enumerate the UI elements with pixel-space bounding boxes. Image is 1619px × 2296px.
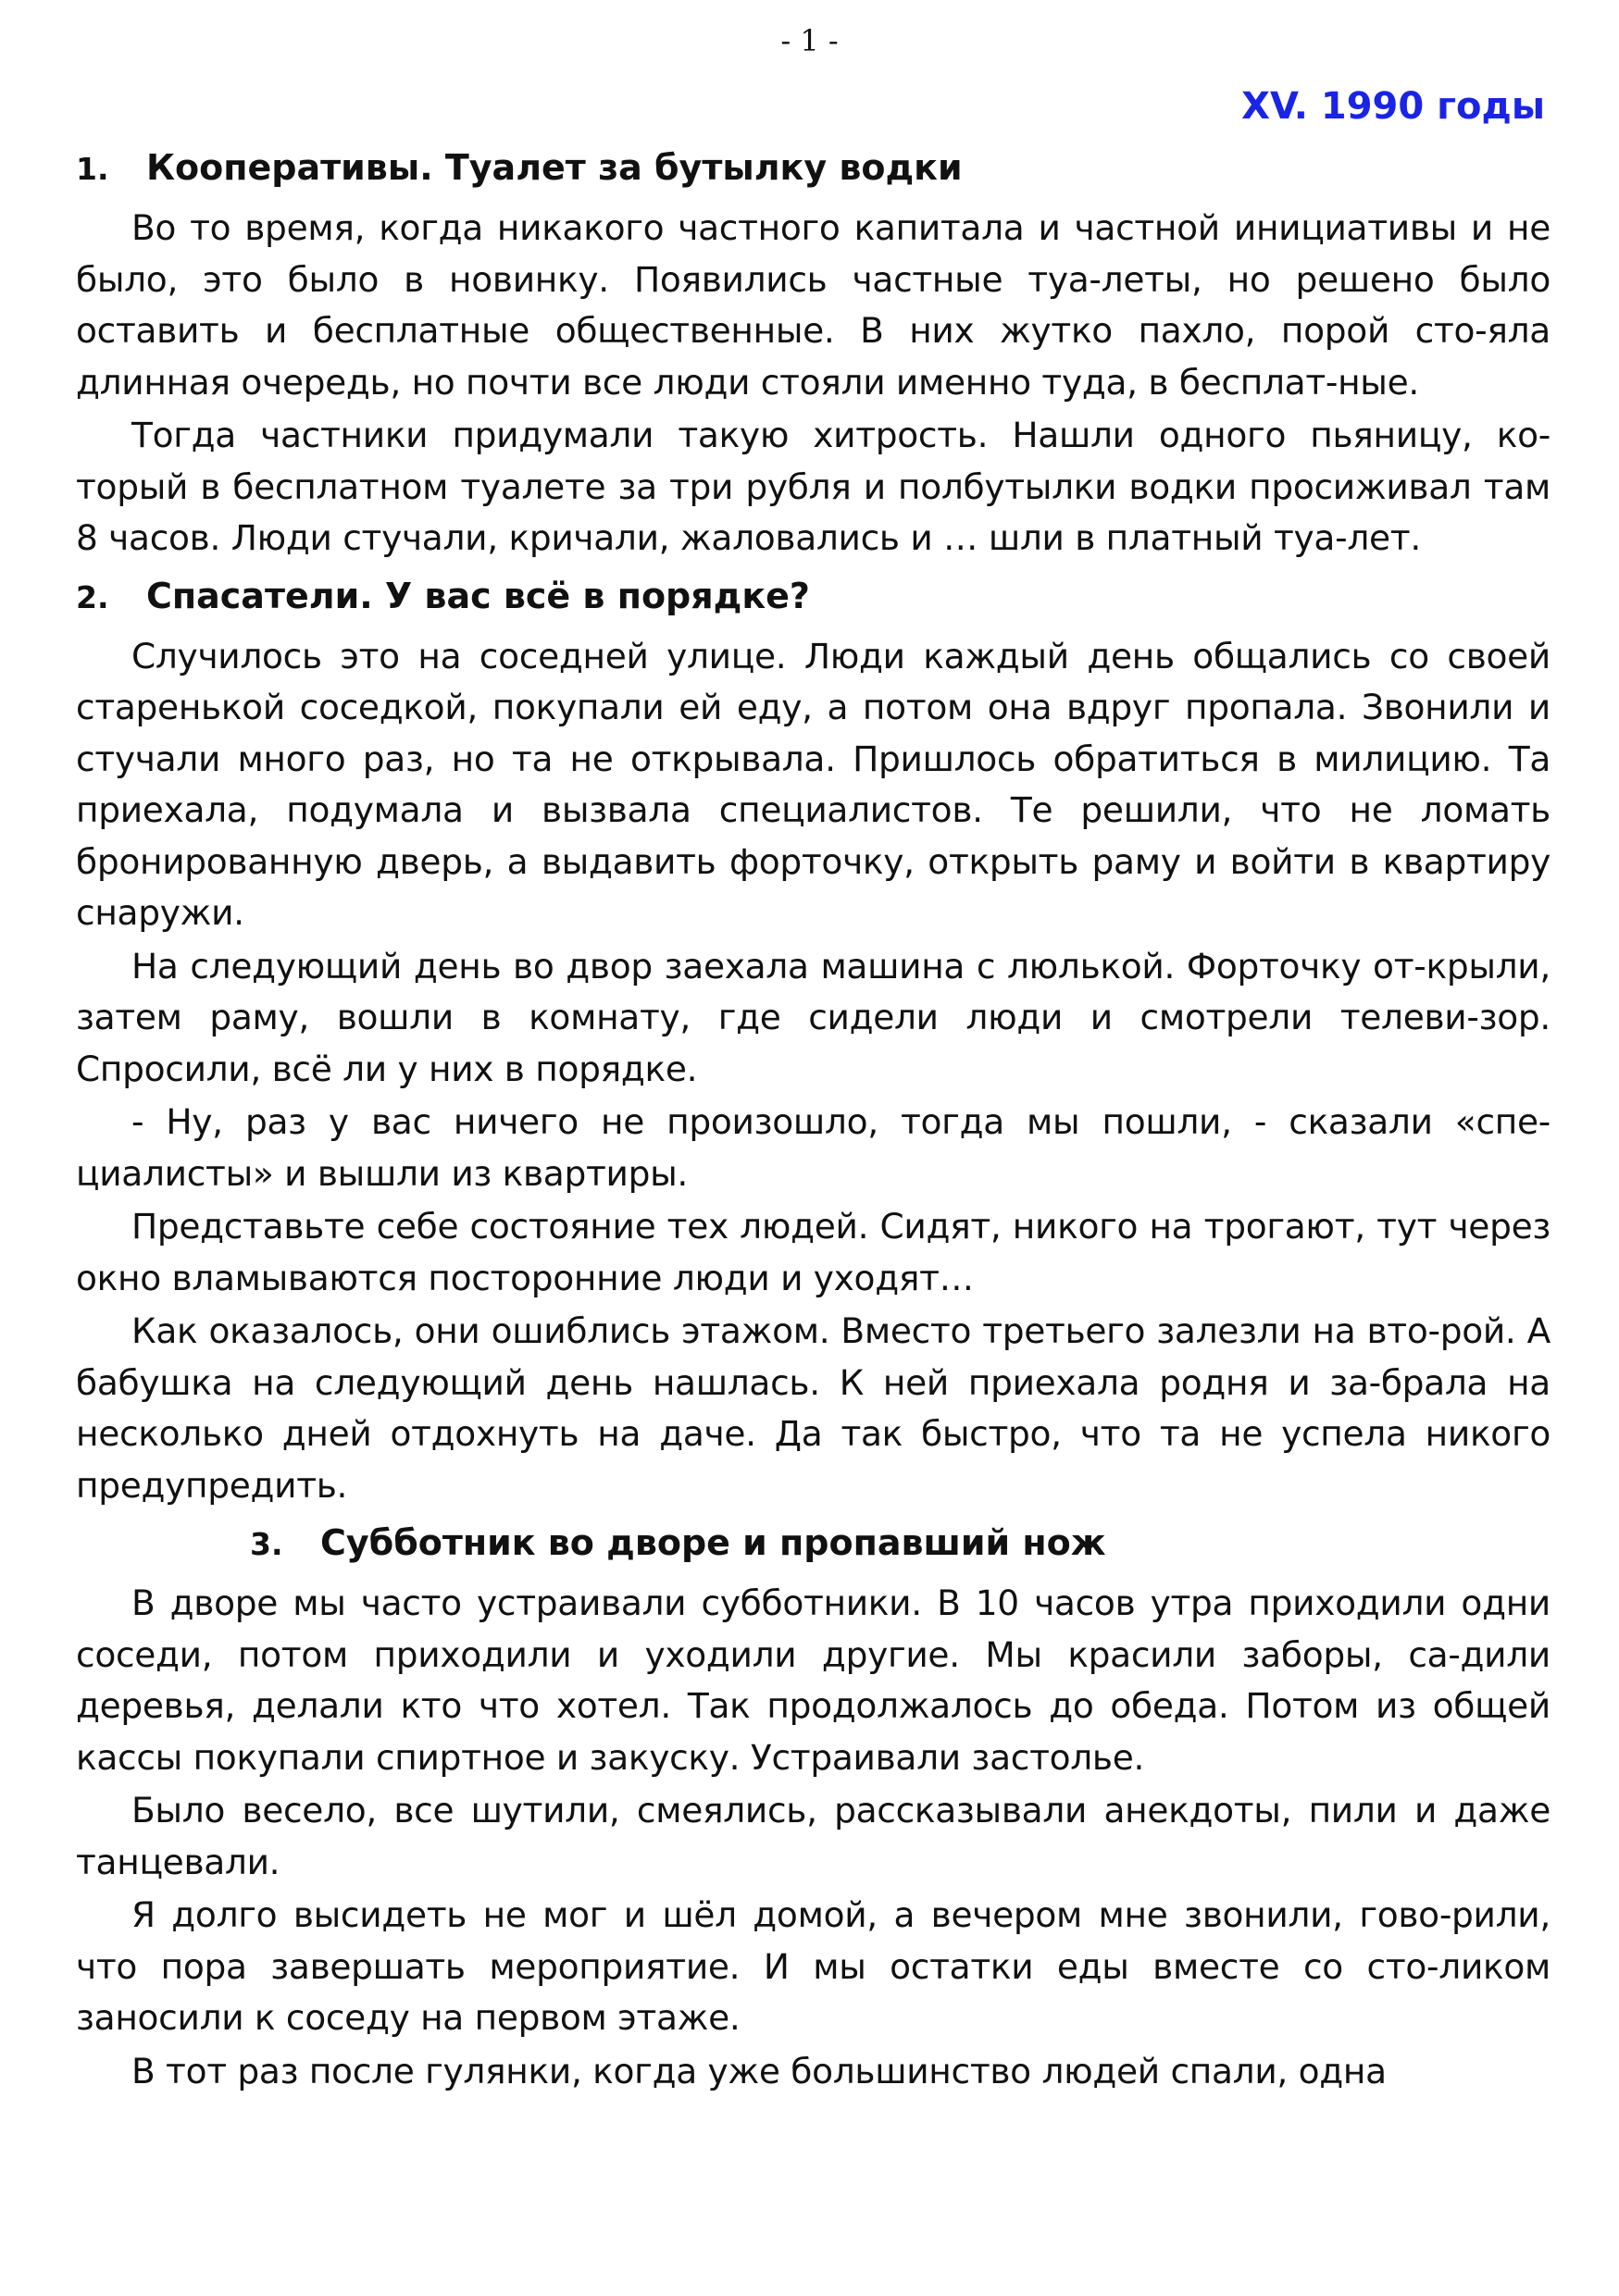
section-heading: [76, 1514, 1551, 1571]
section-number: 1.: [76, 151, 109, 187]
document-body: [76, 131, 1551, 2099]
paragraph: На следующий день во двор заехала машина с люлькой. Форточку от-крыли, затем раму, вошли в комнату, где сидели люди и смотрели телеви-зор. Спросили, всё ли у них в порядке.: [76, 945, 1551, 1089]
section-title: Кооперативы. Туалет за бутылку водки: [146, 147, 963, 188]
paragraph: Тогда частники придумали такую хитрость. Нашли одного пьяницу, ко-торый в бесплатном туалете за три рубля и полбутылки водки просиживал там 8 часов. Люди стучали, кричали, жаловались и … шли в платный туа-лет.: [76, 415, 1551, 558]
paragraph: В тот раз после гулянки, когда уже большинство людей спали, одна: [131, 2050, 1387, 2091]
section-heading: [76, 567, 1551, 625]
section-title: Субботник во дворе и пропавший нож: [320, 1522, 1106, 1563]
page-number: - 1 -: [780, 23, 839, 58]
paragraph: Случилось это на соседней улице. Люди каждый день общались со своей старенькой соседкой, покупали ей еду, а потом она вдруг пропала. Звонили и стучали много раз, но та не открывала. Пришлось обратиться в милицию. Та приехала, подумала и вызвала специалистов. Те решили, что не ломать бронированную дверь, а выдавить форточку, открыть раму и войти в квартиру снаружи.: [76, 635, 1551, 933]
section-title: Спасатели. У вас всё в порядке?: [146, 575, 810, 616]
paragraph: - Ну, раз у вас ничего не произошло, тогда мы пошли, - сказали «спе-циалисты» и вышли из квартиры.: [76, 1101, 1551, 1194]
paragraph: Как оказалось, они ошиблись этажом. Вместо третьего залезли на вто-рой. А бабушка на следующий день нашлась. К ней приехала родня и за-брала на несколько дней отдохнуть на даче. Да так быстро, что та не успела никого предупредить.: [76, 1310, 1551, 1506]
section-number: 2.: [76, 578, 109, 615]
paragraph: В дворе мы часто устраивали субботники. В 10 часов утра приходили одни соседи, потом приходили и уходили другие. Мы красили заборы, са-дили деревья, делали кто что хотел. Так продолжалось до обеда. Потом из общей кассы покупали спиртное и закуску. Устраивали застолье.: [76, 1582, 1551, 1778]
section-heading: [76, 139, 1551, 196]
section-number: 3.: [250, 1526, 283, 1562]
paragraph: Было весело, все шутили, смеялись, рассказывали анекдоты, пили и даже танцевали.: [76, 1790, 1551, 1882]
paragraph: Я долго высидеть не мог и шёл домой, а вечером мне звонили, гово-рили, что пора завершать мероприятие. И мы остатки еды вместе со сто-ликом заносили к соседу на первом этаже.: [76, 1894, 1551, 2038]
paragraph: Представьте себе состояние тех людей. Сидят, никого на трогают, тут через окно вламываются посторонние люди и уходят…: [76, 1206, 1551, 1298]
chapter-title: XV. 1990 годы: [1241, 85, 1545, 128]
paragraph: Во то время, когда никакого частного капитала и частной инициативы и не было, это было в новинку. Появились частные туа-леты, но решено было оставить и бесплатные общественные. В них жутко пахло, порой сто-яла длинная очередь, но почти все люди стояли именно туда, в бесплат-ные.: [76, 207, 1551, 403]
